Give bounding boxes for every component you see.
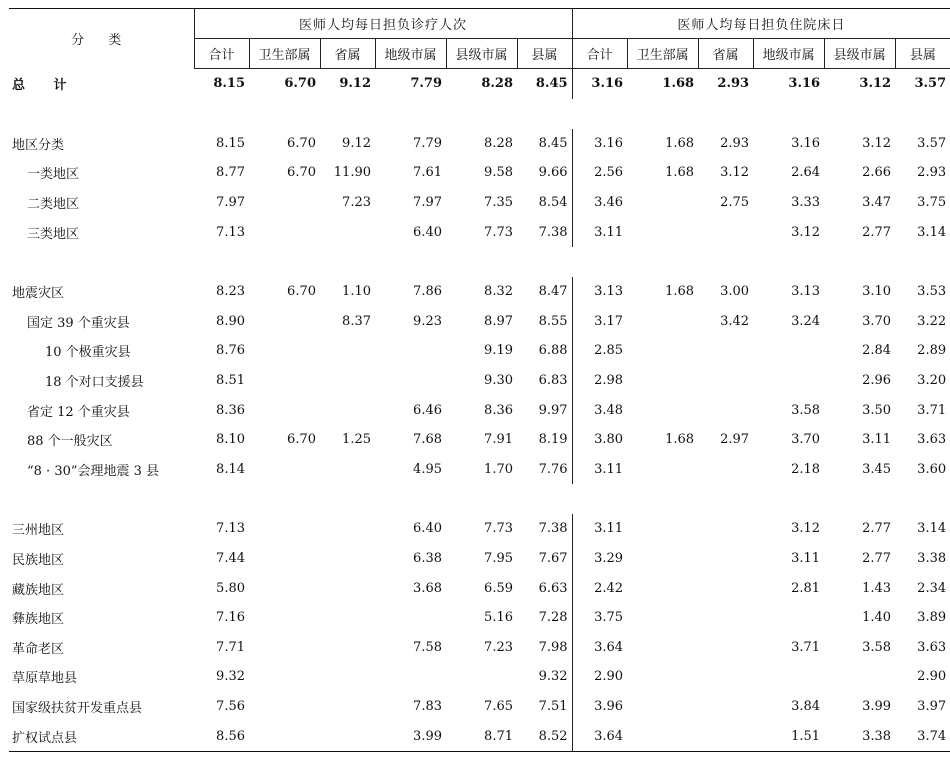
cell-value: 3.70 — [862, 313, 892, 329]
cell-value: 2.93 — [720, 135, 750, 151]
cell-value: 2.96 — [862, 373, 892, 389]
row-label: “8 · 30”会理地震 3 县 — [27, 463, 160, 479]
cell-value: 3.89 — [917, 610, 947, 626]
cell-value: 7.38 — [517, 514, 572, 544]
table-row — [9, 633, 950, 663]
table-row — [9, 692, 950, 722]
cell-value: 7.73 — [484, 521, 513, 537]
cell-value: 3.45 — [862, 461, 892, 477]
cell-value: 8.90 — [216, 313, 245, 329]
cell-value: 8.52 — [517, 721, 572, 751]
cell-value — [249, 662, 320, 692]
table-row — [9, 514, 950, 544]
cell-value: 3.14 — [917, 521, 947, 537]
cell-value: 3.16 — [594, 135, 624, 151]
cell-value: 3.60 — [917, 461, 947, 477]
cell-value: 6.70 — [287, 284, 316, 300]
cell-value — [249, 395, 320, 425]
cell-value: 8.37 — [342, 313, 371, 329]
cell-value: 6.70 — [284, 76, 316, 92]
cell-value: 2.77 — [862, 521, 892, 537]
cell-value: 3.38 — [917, 551, 947, 567]
cell-value — [320, 633, 375, 663]
cell-value — [249, 692, 320, 722]
row-label: 一类地区 — [27, 167, 80, 183]
cell-value: 6.70 — [287, 135, 316, 151]
physician-workload-table — [9, 8, 950, 752]
cell-value — [249, 366, 320, 396]
table-row — [9, 129, 950, 159]
row-label: 总 计 — [12, 78, 79, 94]
cell-value — [627, 395, 698, 425]
cell-value — [320, 455, 375, 485]
cell-value: 7.13 — [216, 224, 245, 240]
cell-value: 3.13 — [594, 284, 624, 300]
cell-value — [375, 336, 446, 366]
cell-value: 5.80 — [216, 580, 245, 596]
spacer-row — [9, 484, 950, 514]
cell-value: 3.64 — [594, 639, 624, 655]
cell-value: 7.73 — [484, 224, 513, 240]
cell-value: 3.63 — [917, 639, 947, 655]
cell-value: 1.70 — [484, 461, 513, 477]
row-label: 国定 39 个重灾县 — [27, 315, 130, 331]
cell-value — [249, 455, 320, 485]
cell-value: 5.16 — [484, 610, 513, 626]
cell-value: 3.74 — [917, 728, 947, 744]
table-row — [9, 217, 950, 247]
cell-value — [249, 188, 320, 218]
table-row — [9, 603, 950, 633]
row-label: 国家级扶贫开发重点县 — [12, 700, 143, 716]
col-header-province: 省属 — [698, 39, 753, 69]
cell-value: 3.38 — [862, 728, 892, 744]
cell-value: 6.46 — [413, 402, 442, 418]
cell-value: 2.66 — [862, 165, 892, 181]
cell-value: 6.38 — [413, 551, 442, 567]
cell-value: 3.75 — [917, 195, 947, 211]
cell-value: 7.97 — [413, 195, 442, 211]
cell-value: 3.96 — [594, 698, 624, 714]
cell-value: 6.88 — [517, 336, 572, 366]
cell-value: 1.25 — [342, 432, 371, 448]
cell-value: 1.68 — [665, 284, 695, 300]
table-row — [9, 277, 950, 307]
cell-value: 3.12 — [859, 76, 892, 92]
col-header-prefecture: 地级市属 — [375, 39, 446, 69]
category-header: 分 类 — [9, 9, 194, 69]
cell-value — [320, 217, 375, 247]
row-label: 三类地区 — [27, 226, 80, 242]
cell-value — [627, 366, 698, 396]
cell-value: 3.10 — [862, 284, 892, 300]
cell-value: 7.71 — [216, 639, 245, 655]
cell-value: 8.71 — [484, 728, 513, 744]
cell-value: 3.12 — [791, 224, 821, 240]
cell-value: 3.58 — [862, 639, 892, 655]
cell-value: 8.23 — [216, 284, 245, 300]
cell-value — [627, 514, 698, 544]
cell-value: 4.95 — [413, 461, 442, 477]
cell-value: 3.80 — [594, 432, 624, 448]
cell-value — [320, 514, 375, 544]
cell-value: 3.57 — [914, 76, 947, 92]
cell-value: 3.13 — [791, 284, 821, 300]
table-row — [9, 721, 950, 751]
table-row — [9, 188, 950, 218]
cell-value: 7.35 — [484, 195, 513, 211]
col-header-province: 省属 — [320, 39, 375, 69]
cell-value: 2.98 — [594, 373, 624, 389]
cell-value: 8.56 — [216, 728, 245, 744]
table-row — [9, 336, 950, 366]
cell-value: 6.40 — [413, 521, 442, 537]
cell-value — [249, 307, 320, 337]
cell-value: 6.40 — [413, 224, 442, 240]
cell-value — [824, 662, 895, 692]
cell-value: 2.64 — [791, 165, 821, 181]
col-header-ministry: 卫生部属 — [627, 39, 698, 69]
col-header-prefecture: 地级市属 — [753, 39, 824, 69]
cell-value — [249, 514, 320, 544]
cell-value: 3.14 — [917, 224, 947, 240]
cell-value: 2.93 — [917, 165, 947, 181]
cell-value — [698, 662, 753, 692]
table-row — [9, 395, 950, 425]
cell-value — [375, 603, 446, 633]
group-header-inpatient: 医师人均每日担负住院床日 — [572, 9, 950, 39]
row-label: 省定 12 个重灾县 — [27, 404, 130, 420]
cell-value: 2.34 — [917, 580, 947, 596]
cell-value: 8.77 — [216, 165, 245, 181]
cell-value: 7.83 — [413, 698, 442, 714]
table-row — [9, 307, 950, 337]
cell-value: 3.16 — [591, 76, 624, 92]
row-label: 扩权试点县 — [12, 730, 78, 746]
cell-value: 3.63 — [917, 432, 947, 448]
cell-value: 1.43 — [862, 580, 892, 596]
cell-value: 1.68 — [665, 165, 695, 181]
cell-value: 3.84 — [791, 698, 821, 714]
cell-value: 7.79 — [413, 135, 442, 151]
row-label: 三州地区 — [12, 523, 65, 539]
cell-value: 7.13 — [216, 521, 245, 537]
table-row — [9, 662, 950, 692]
cell-value: 8.76 — [216, 343, 245, 359]
cell-value — [249, 217, 320, 247]
cell-value: 3.17 — [594, 313, 624, 329]
cell-value: 3.99 — [413, 728, 442, 744]
cell-value — [249, 544, 320, 574]
cell-value — [627, 307, 698, 337]
cell-value: 8.10 — [216, 432, 245, 448]
cell-value — [698, 603, 753, 633]
cell-value: 3.12 — [720, 165, 750, 181]
cell-value: 3.12 — [791, 521, 821, 537]
cell-value — [627, 336, 698, 366]
cell-value: 1.68 — [665, 135, 695, 151]
cell-value: 7.76 — [517, 455, 572, 485]
cell-value: 9.58 — [484, 165, 513, 181]
cell-value: 3.71 — [917, 402, 947, 418]
cell-value: 3.11 — [791, 551, 821, 567]
cell-value — [627, 662, 698, 692]
cell-value: 7.58 — [413, 639, 442, 655]
cell-value — [320, 395, 375, 425]
cell-value: 8.55 — [517, 307, 572, 337]
cell-value: 8.54 — [517, 188, 572, 218]
row-label: 彝族地区 — [12, 612, 65, 628]
cell-value: 6.70 — [287, 165, 316, 181]
cell-value: 2.77 — [862, 551, 892, 567]
cell-value — [249, 603, 320, 633]
table-row — [9, 158, 950, 188]
cell-value — [627, 188, 698, 218]
cell-value: 7.67 — [517, 544, 572, 574]
cell-value — [320, 336, 375, 366]
cell-value: 3.97 — [917, 698, 947, 714]
group-header-outpatient: 医师人均每日担负诊疗人次 — [194, 9, 572, 39]
cell-value — [627, 544, 698, 574]
cell-value — [698, 366, 753, 396]
cell-value: 2.85 — [594, 343, 624, 359]
row-label: 18 个对口支援县 — [45, 375, 144, 391]
cell-value: 3.16 — [791, 135, 821, 151]
cell-value — [627, 603, 698, 633]
cell-value: 3.46 — [594, 195, 624, 211]
col-header-total: 合计 — [572, 39, 627, 69]
cell-value: 9.12 — [342, 135, 371, 151]
spacer-row — [9, 99, 950, 129]
cell-value: 3.48 — [594, 402, 624, 418]
cell-value: 7.98 — [517, 633, 572, 663]
cell-value — [698, 514, 753, 544]
table-row — [9, 366, 950, 396]
cell-value: 1.10 — [342, 284, 371, 300]
cell-value — [249, 721, 320, 751]
cell-value: 7.86 — [413, 284, 442, 300]
cell-value: 8.36 — [216, 402, 245, 418]
table-row — [9, 425, 950, 455]
cell-value: 3.50 — [862, 402, 892, 418]
col-header-county-city: 县级市属 — [446, 39, 517, 69]
cell-value: 7.23 — [484, 639, 513, 655]
cell-value — [320, 573, 375, 603]
cell-value: 3.71 — [791, 639, 821, 655]
cell-value — [320, 366, 375, 396]
cell-value: 3.20 — [917, 373, 947, 389]
row-label: 二类地区 — [27, 197, 80, 213]
cell-value: 9.97 — [517, 395, 572, 425]
cell-value — [627, 633, 698, 663]
cell-value: 7.95 — [484, 551, 513, 567]
cell-value: 9.32 — [216, 669, 245, 685]
cell-value — [753, 366, 824, 396]
cell-value: 8.28 — [481, 76, 513, 92]
col-header-total: 合计 — [194, 39, 249, 69]
cell-value: 6.83 — [517, 366, 572, 396]
cell-value — [375, 662, 446, 692]
cell-value: 8.51 — [216, 373, 245, 389]
cell-value: 3.42 — [720, 313, 750, 329]
cell-value: 3.75 — [594, 610, 624, 626]
cell-value — [627, 721, 698, 751]
cell-value: 2.93 — [717, 76, 750, 92]
cell-value — [446, 662, 517, 692]
cell-value: 8.97 — [484, 313, 513, 329]
cell-value: 2.97 — [720, 432, 750, 448]
cell-value: 2.81 — [791, 580, 821, 596]
cell-value — [698, 336, 753, 366]
cell-value — [249, 573, 320, 603]
cell-value: 2.90 — [594, 669, 624, 685]
cell-value: 11.90 — [333, 165, 371, 181]
cell-value — [627, 573, 698, 603]
cell-value — [320, 662, 375, 692]
cell-value — [320, 721, 375, 751]
cell-value — [320, 692, 375, 722]
cell-value — [753, 336, 824, 366]
cell-value: 8.47 — [517, 277, 572, 307]
cell-value: 3.12 — [862, 135, 892, 151]
cell-value: 3.68 — [413, 580, 442, 596]
cell-value: 7.44 — [216, 551, 245, 567]
cell-value: 7.97 — [216, 195, 245, 211]
cell-value — [627, 692, 698, 722]
cell-value: 3.11 — [594, 224, 624, 240]
cell-value: 3.64 — [594, 728, 624, 744]
cell-value: 1.51 — [791, 728, 821, 744]
cell-value — [249, 633, 320, 663]
cell-value: 3.99 — [862, 698, 892, 714]
cell-value: 3.24 — [791, 313, 821, 329]
cell-value: 1.68 — [662, 76, 695, 92]
cell-value — [320, 544, 375, 574]
cell-value: 3.58 — [791, 402, 821, 418]
table-row — [9, 544, 950, 574]
cell-value: 9.30 — [484, 373, 513, 389]
cell-value: 8.19 — [517, 425, 572, 455]
row-label: 88 个一般灾区 — [27, 434, 113, 450]
cell-value — [698, 544, 753, 574]
cell-value — [698, 217, 753, 247]
row-label: 民族地区 — [12, 553, 65, 569]
cell-value: 3.11 — [594, 521, 624, 537]
cell-value: 3.11 — [594, 461, 624, 477]
cell-value: 7.28 — [517, 603, 572, 633]
cell-value: 3.33 — [791, 195, 821, 211]
row-label: 草原草地县 — [12, 671, 78, 687]
cell-value: 6.63 — [517, 573, 572, 603]
cell-value: 6.70 — [287, 432, 316, 448]
cell-value: 2.18 — [791, 461, 821, 477]
cell-value: 9.66 — [517, 158, 572, 188]
cell-value: 3.00 — [720, 284, 750, 300]
cell-value: 7.61 — [413, 165, 442, 181]
cell-value: 8.36 — [484, 402, 513, 418]
table-row — [9, 573, 950, 603]
col-header-county: 县属 — [895, 39, 950, 69]
cell-value: 3.11 — [862, 432, 892, 448]
cell-value — [698, 573, 753, 603]
cell-value: 8.45 — [517, 69, 572, 99]
cell-value: 2.56 — [594, 165, 624, 181]
cell-value — [627, 217, 698, 247]
cell-value — [698, 633, 753, 663]
row-label: 10 个极重灾县 — [45, 345, 131, 361]
cell-value — [698, 692, 753, 722]
cell-value: 9.19 — [484, 343, 513, 359]
cell-value — [320, 603, 375, 633]
cell-value — [753, 662, 824, 692]
cell-value: 3.53 — [917, 284, 947, 300]
cell-value: 7.91 — [484, 432, 513, 448]
cell-value: 3.70 — [791, 432, 821, 448]
cell-value: 2.42 — [594, 580, 624, 596]
cell-value: 1.68 — [665, 432, 695, 448]
cell-value: 8.45 — [517, 129, 572, 159]
row-label: 藏族地区 — [12, 582, 65, 598]
cell-value: 8.32 — [484, 284, 513, 300]
row-label: 地区分类 — [12, 137, 65, 153]
cell-value: 7.79 — [410, 76, 442, 92]
cell-value — [627, 455, 698, 485]
cell-value: 9.12 — [339, 76, 371, 92]
cell-value: 2.77 — [862, 224, 892, 240]
cell-value: 2.89 — [917, 343, 947, 359]
cell-value: 1.40 — [862, 610, 892, 626]
table-row — [9, 455, 950, 485]
col-header-county: 县属 — [517, 39, 572, 69]
cell-value: 7.51 — [517, 692, 572, 722]
cell-value: 2.84 — [862, 343, 892, 359]
row-label: 革命老区 — [12, 641, 65, 657]
cell-value: 3.57 — [917, 135, 947, 151]
cell-value: 7.68 — [413, 432, 442, 448]
cell-value — [753, 603, 824, 633]
cell-value — [698, 455, 753, 485]
row-label: 地震灾区 — [12, 286, 65, 302]
cell-value: 3.22 — [917, 313, 947, 329]
cell-value — [698, 721, 753, 751]
cell-value: 9.32 — [517, 662, 572, 692]
cell-value: 8.14 — [216, 461, 245, 477]
cell-value: 3.16 — [788, 76, 821, 92]
cell-value: 2.75 — [720, 195, 750, 211]
cell-value: 8.28 — [484, 135, 513, 151]
cell-value: 3.29 — [594, 551, 624, 567]
col-header-county-city: 县级市属 — [824, 39, 895, 69]
table-row — [9, 69, 950, 99]
cell-value — [698, 395, 753, 425]
col-header-ministry: 卫生部属 — [249, 39, 320, 69]
cell-value: 7.16 — [216, 610, 245, 626]
cell-value: 6.59 — [484, 580, 513, 596]
spacer-row — [9, 247, 950, 277]
cell-value: 8.15 — [213, 76, 245, 92]
cell-value: 8.15 — [216, 135, 245, 151]
cell-value — [375, 366, 446, 396]
cell-value: 7.56 — [216, 698, 245, 714]
cell-value: 7.65 — [484, 698, 513, 714]
cell-value — [249, 336, 320, 366]
cell-value: 9.23 — [413, 313, 442, 329]
cell-value: 7.38 — [517, 217, 572, 247]
cell-value: 7.23 — [342, 195, 371, 211]
cell-value: 3.47 — [862, 195, 892, 211]
cell-value: 2.90 — [917, 669, 947, 685]
